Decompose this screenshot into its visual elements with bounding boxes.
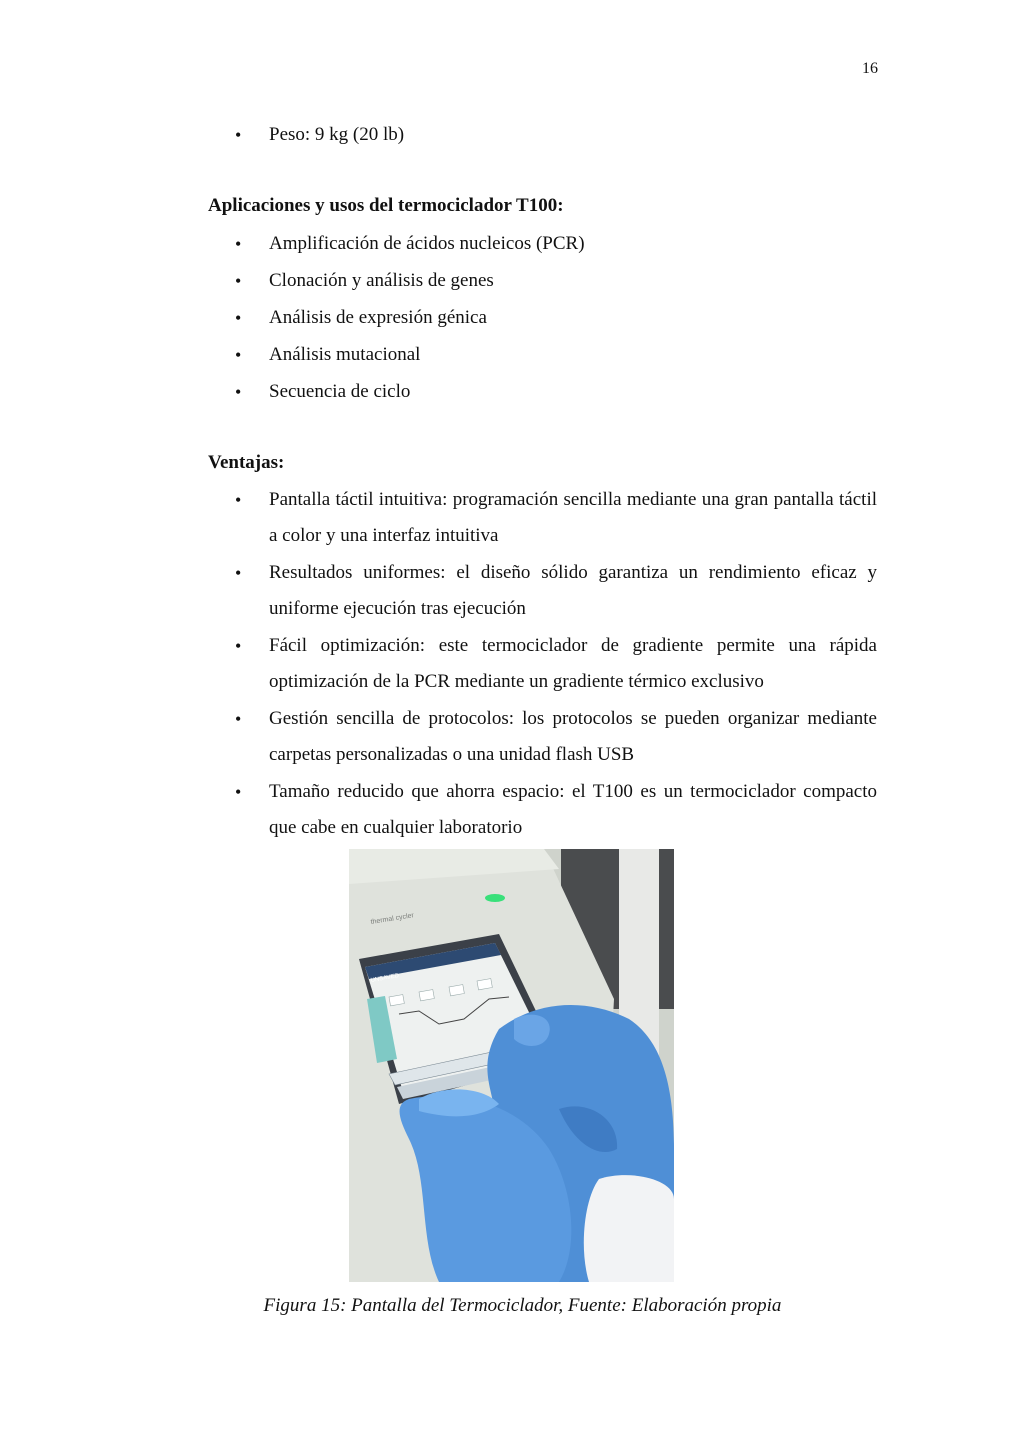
bullet-icon: • bbox=[235, 308, 242, 328]
list-item-text: Tamaño reducido que ahorra espacio: el T100 es un termociclador compacto que cabe en cualquier laboratorio bbox=[269, 781, 877, 838]
bullet-icon: • bbox=[235, 345, 242, 365]
screen-status: UNSAVED bbox=[370, 973, 400, 984]
list-item-text: Secuencia de ciclo bbox=[269, 381, 411, 402]
bullet-icon: • bbox=[235, 382, 242, 402]
svg-text:thermal cycler: thermal cycler bbox=[370, 912, 415, 926]
bullet-icon: • bbox=[235, 490, 242, 510]
list-item-text: Amplificación de ácidos nucleicos (PCR) bbox=[269, 233, 585, 254]
specs-list bbox=[232, 117, 877, 153]
page-number: 16 bbox=[862, 60, 878, 77]
list-item bbox=[232, 263, 877, 299]
list-item bbox=[232, 117, 877, 153]
list-item-text: Resultados uniformes: el diseño sólido garantiza un rendimiento eficaz y uniforme ejecución tras ejecución bbox=[269, 562, 877, 619]
figure-caption: Figura 15: Pantalla del Termociclador, Fuente: Elaboración propia bbox=[263, 1295, 782, 1316]
advantages-list bbox=[232, 482, 877, 846]
bullet-icon: • bbox=[235, 709, 242, 729]
list-item-text: Gestión sencilla de protocolos: los protocolos se pueden organizar mediante carpetas personalizadas o una unidad flash USB bbox=[269, 708, 877, 765]
bullet-icon: • bbox=[235, 234, 242, 254]
bullet-icon: • bbox=[235, 271, 242, 291]
list-item bbox=[232, 300, 877, 336]
thermocycler-illustration bbox=[349, 849, 674, 1282]
list-item-text: Pantalla táctil intuitiva: programación sencilla mediante una gran pantalla táctil a color y una interfaz intuitiva bbox=[269, 489, 877, 546]
list-item bbox=[232, 226, 877, 262]
advantages-heading: Ventajas: bbox=[208, 452, 285, 473]
bullet-icon: • bbox=[235, 782, 242, 802]
bullet-icon: • bbox=[235, 563, 242, 583]
list-item-text: Análisis de expresión génica bbox=[269, 307, 487, 328]
list-item bbox=[232, 374, 877, 410]
list-item bbox=[232, 337, 877, 373]
list-item-text: Peso: 9 kg (20 lb) bbox=[269, 124, 405, 145]
list-item-text: Fácil optimización: este termociclador de gradiente permite una rápida optimización de la PCR mediante un gradiente térmico exclusivo bbox=[269, 635, 877, 692]
list-item bbox=[232, 482, 877, 554]
applications-list bbox=[232, 226, 877, 410]
bullet-icon: • bbox=[235, 125, 242, 145]
list-item bbox=[232, 701, 877, 773]
applications-heading: Aplicaciones y usos del termociclador T100: bbox=[208, 195, 564, 216]
list-item-text: Clonación y análisis de genes bbox=[269, 270, 494, 291]
list-item bbox=[232, 555, 877, 627]
list-item-text: Análisis mutacional bbox=[269, 344, 421, 365]
thermocycler-photo bbox=[349, 849, 674, 1282]
bullet-icon: • bbox=[235, 636, 242, 656]
list-item bbox=[232, 774, 877, 846]
list-item bbox=[232, 628, 877, 700]
